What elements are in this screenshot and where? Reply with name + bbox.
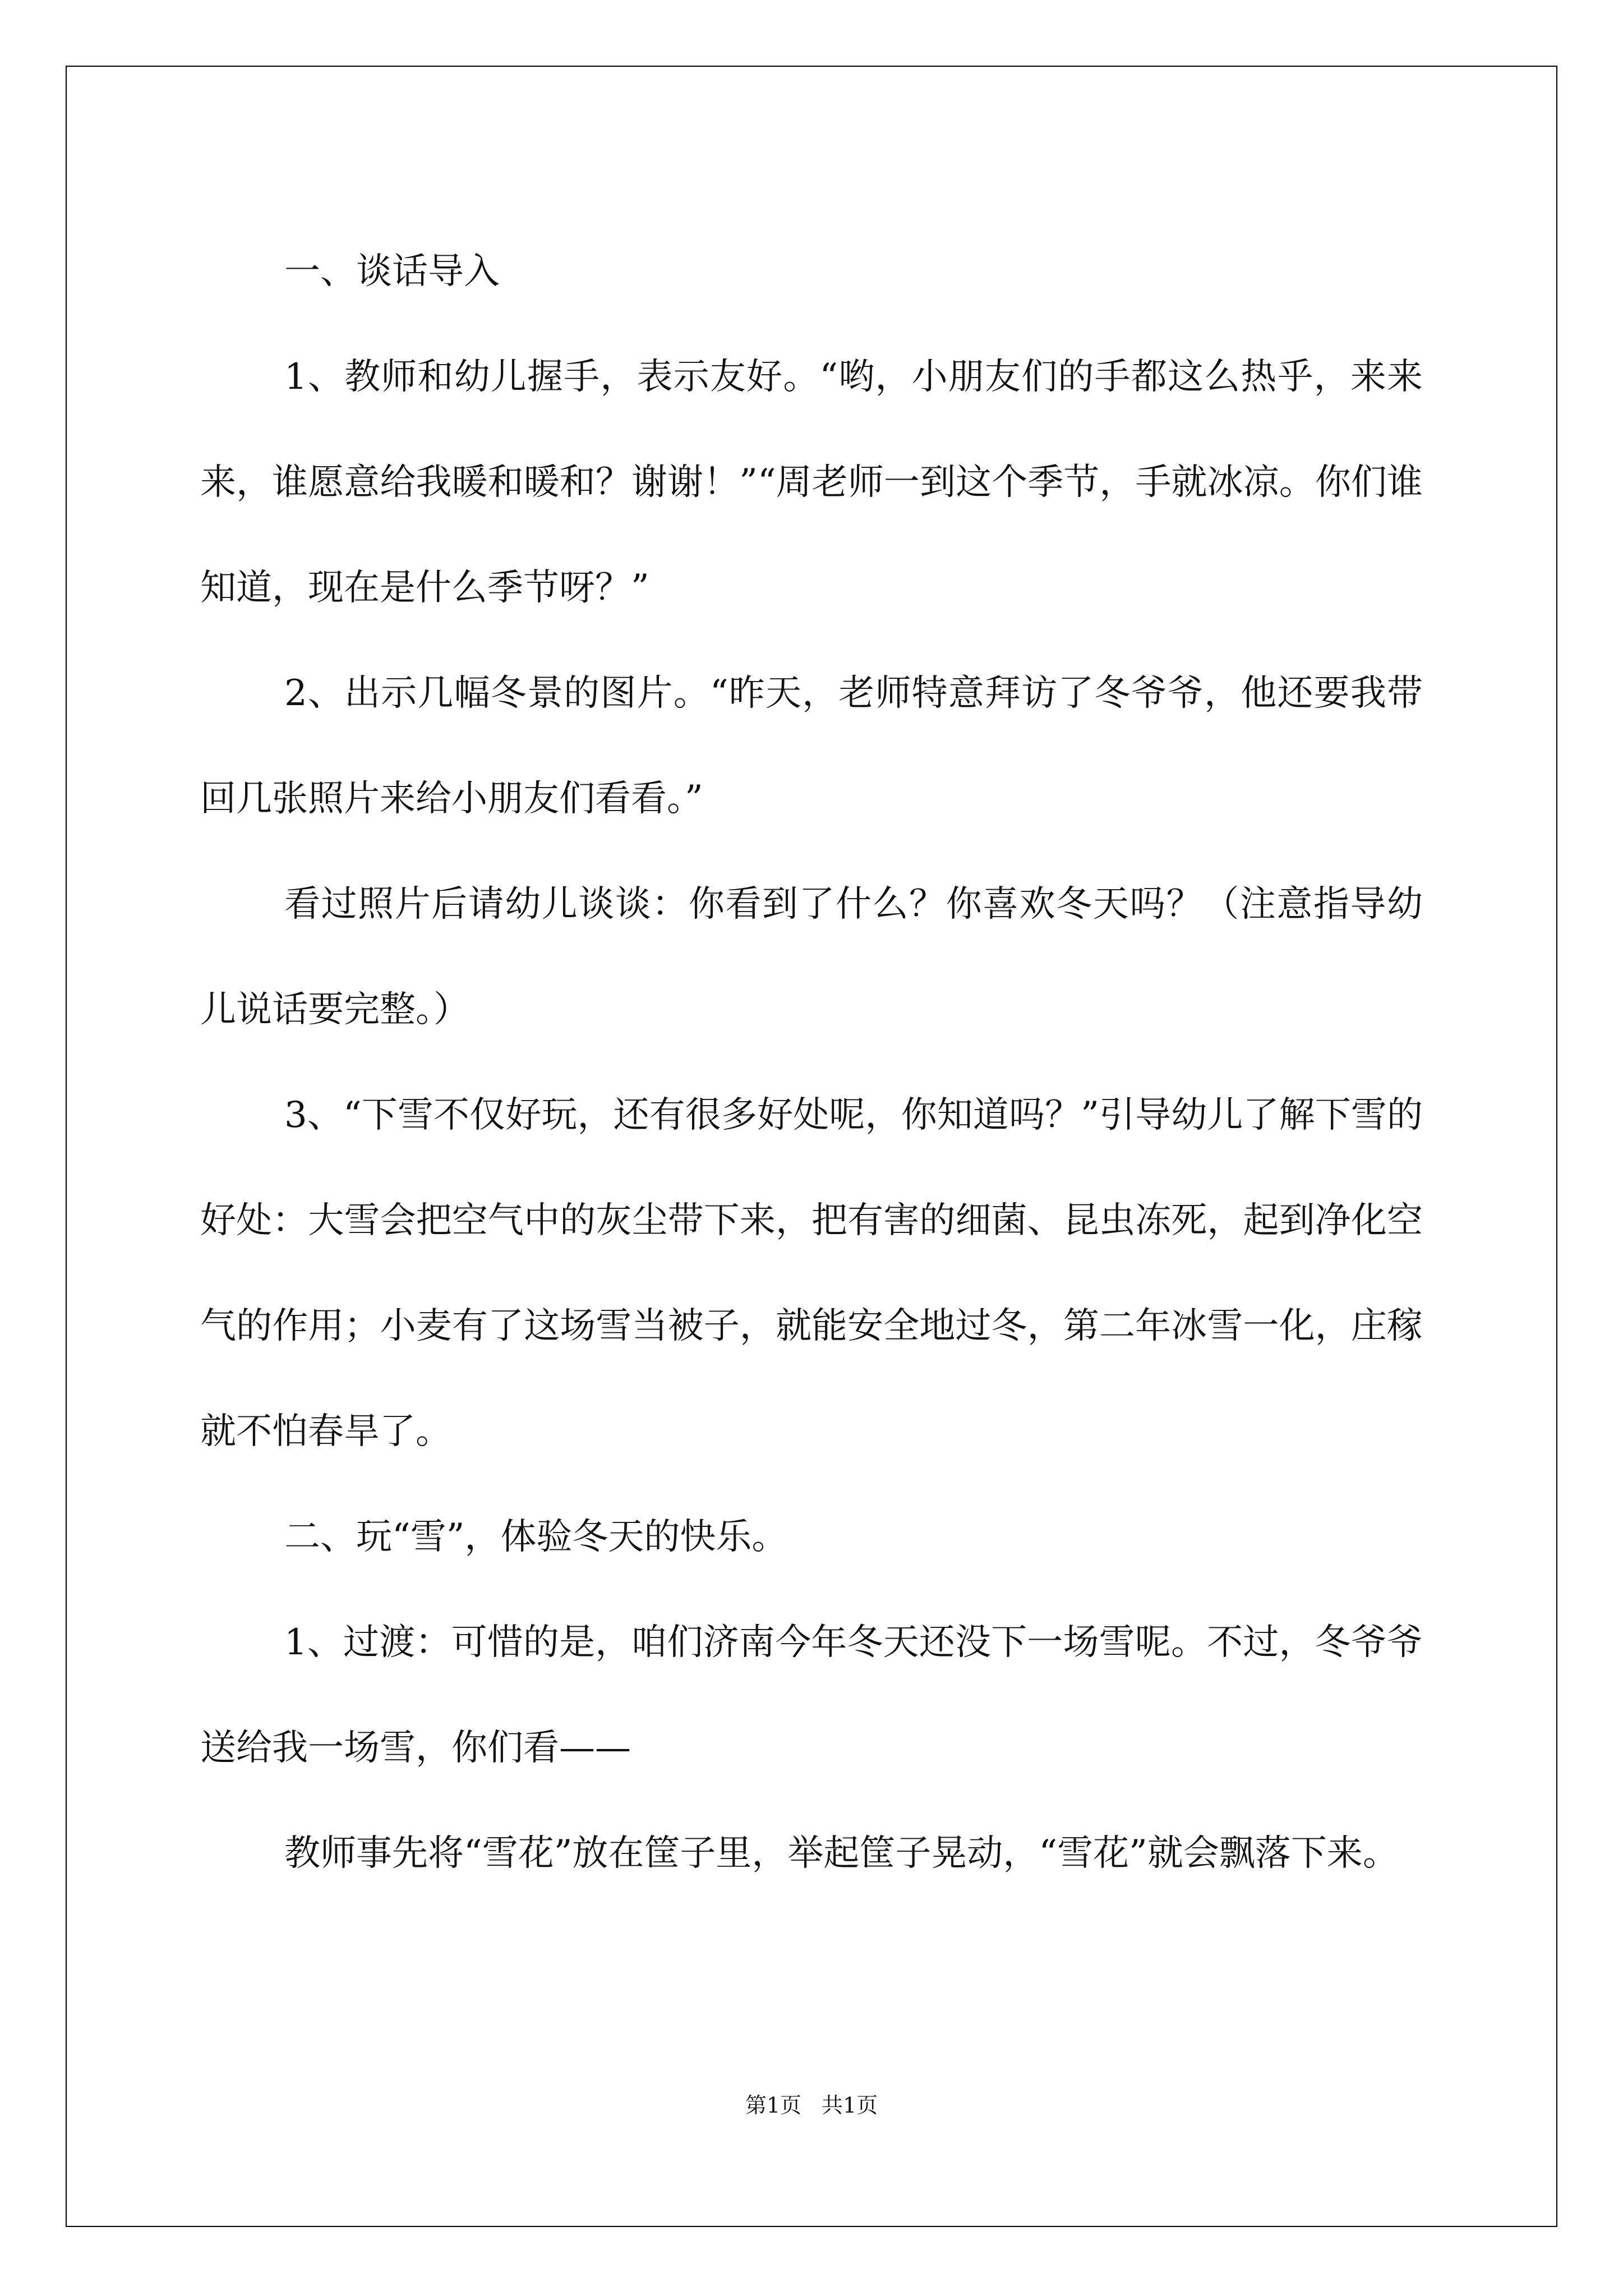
paragraph-2: 2、出示几幅冬景的图片。“昨天，老师特意拜访了冬爷爷，他还要我带回几张照片来给小朋友们看看。” <box>200 673 1423 820</box>
paragraph-4: 3、“下雪不仅好玩，还有很多好处呢，你知道吗？”引导幼儿了解下雪的好处：大雪会把空气中的灰尘带下来，把有害的细菌、昆虫冻死，起到净化空气的作用；小麦有了这场雪当被子，就能安全地过冬，第二年冰雪一化，庄稼就不怕春旱了。 <box>200 1094 1423 1452</box>
page-number-total: 共1页 <box>822 2093 878 2118</box>
paragraph-5: 1、过渡：可惜的是，咱们济南今年冬天还没下一场雪呢。不过，冬爷爷送给我一场雪，你们看—— <box>200 1622 1423 1769</box>
paragraph-1: 1、教师和幼儿握手，表示友好。“哟，小朋友们的手都这么热乎，来来来，谁愿意给我暖和暖和？谢谢！”“周老师一到这个季节，手就冰凉。你们谁知道，现在是什么季节呀？” <box>200 356 1423 609</box>
paragraph-3: 看过照片后请幼儿谈谈：你看到了什么？你喜欢冬天吗？（注意指导幼儿说话要完整。） <box>200 884 1423 1030</box>
document-body <box>200 219 1423 1906</box>
page-number-current: 第1页 <box>745 2093 801 2118</box>
page-footer <box>0 2088 1623 2119</box>
paragraph-heading-1: 一、谈话导入 <box>284 251 500 292</box>
paragraph-heading-2: 二、玩“雪”，体验冬天的快乐。 <box>284 1516 788 1558</box>
paragraph-6: 教师事先将“雪花”放在筐子里，举起筐子晃动，“雪花”就会飘落下来。 <box>284 1833 1399 1874</box>
